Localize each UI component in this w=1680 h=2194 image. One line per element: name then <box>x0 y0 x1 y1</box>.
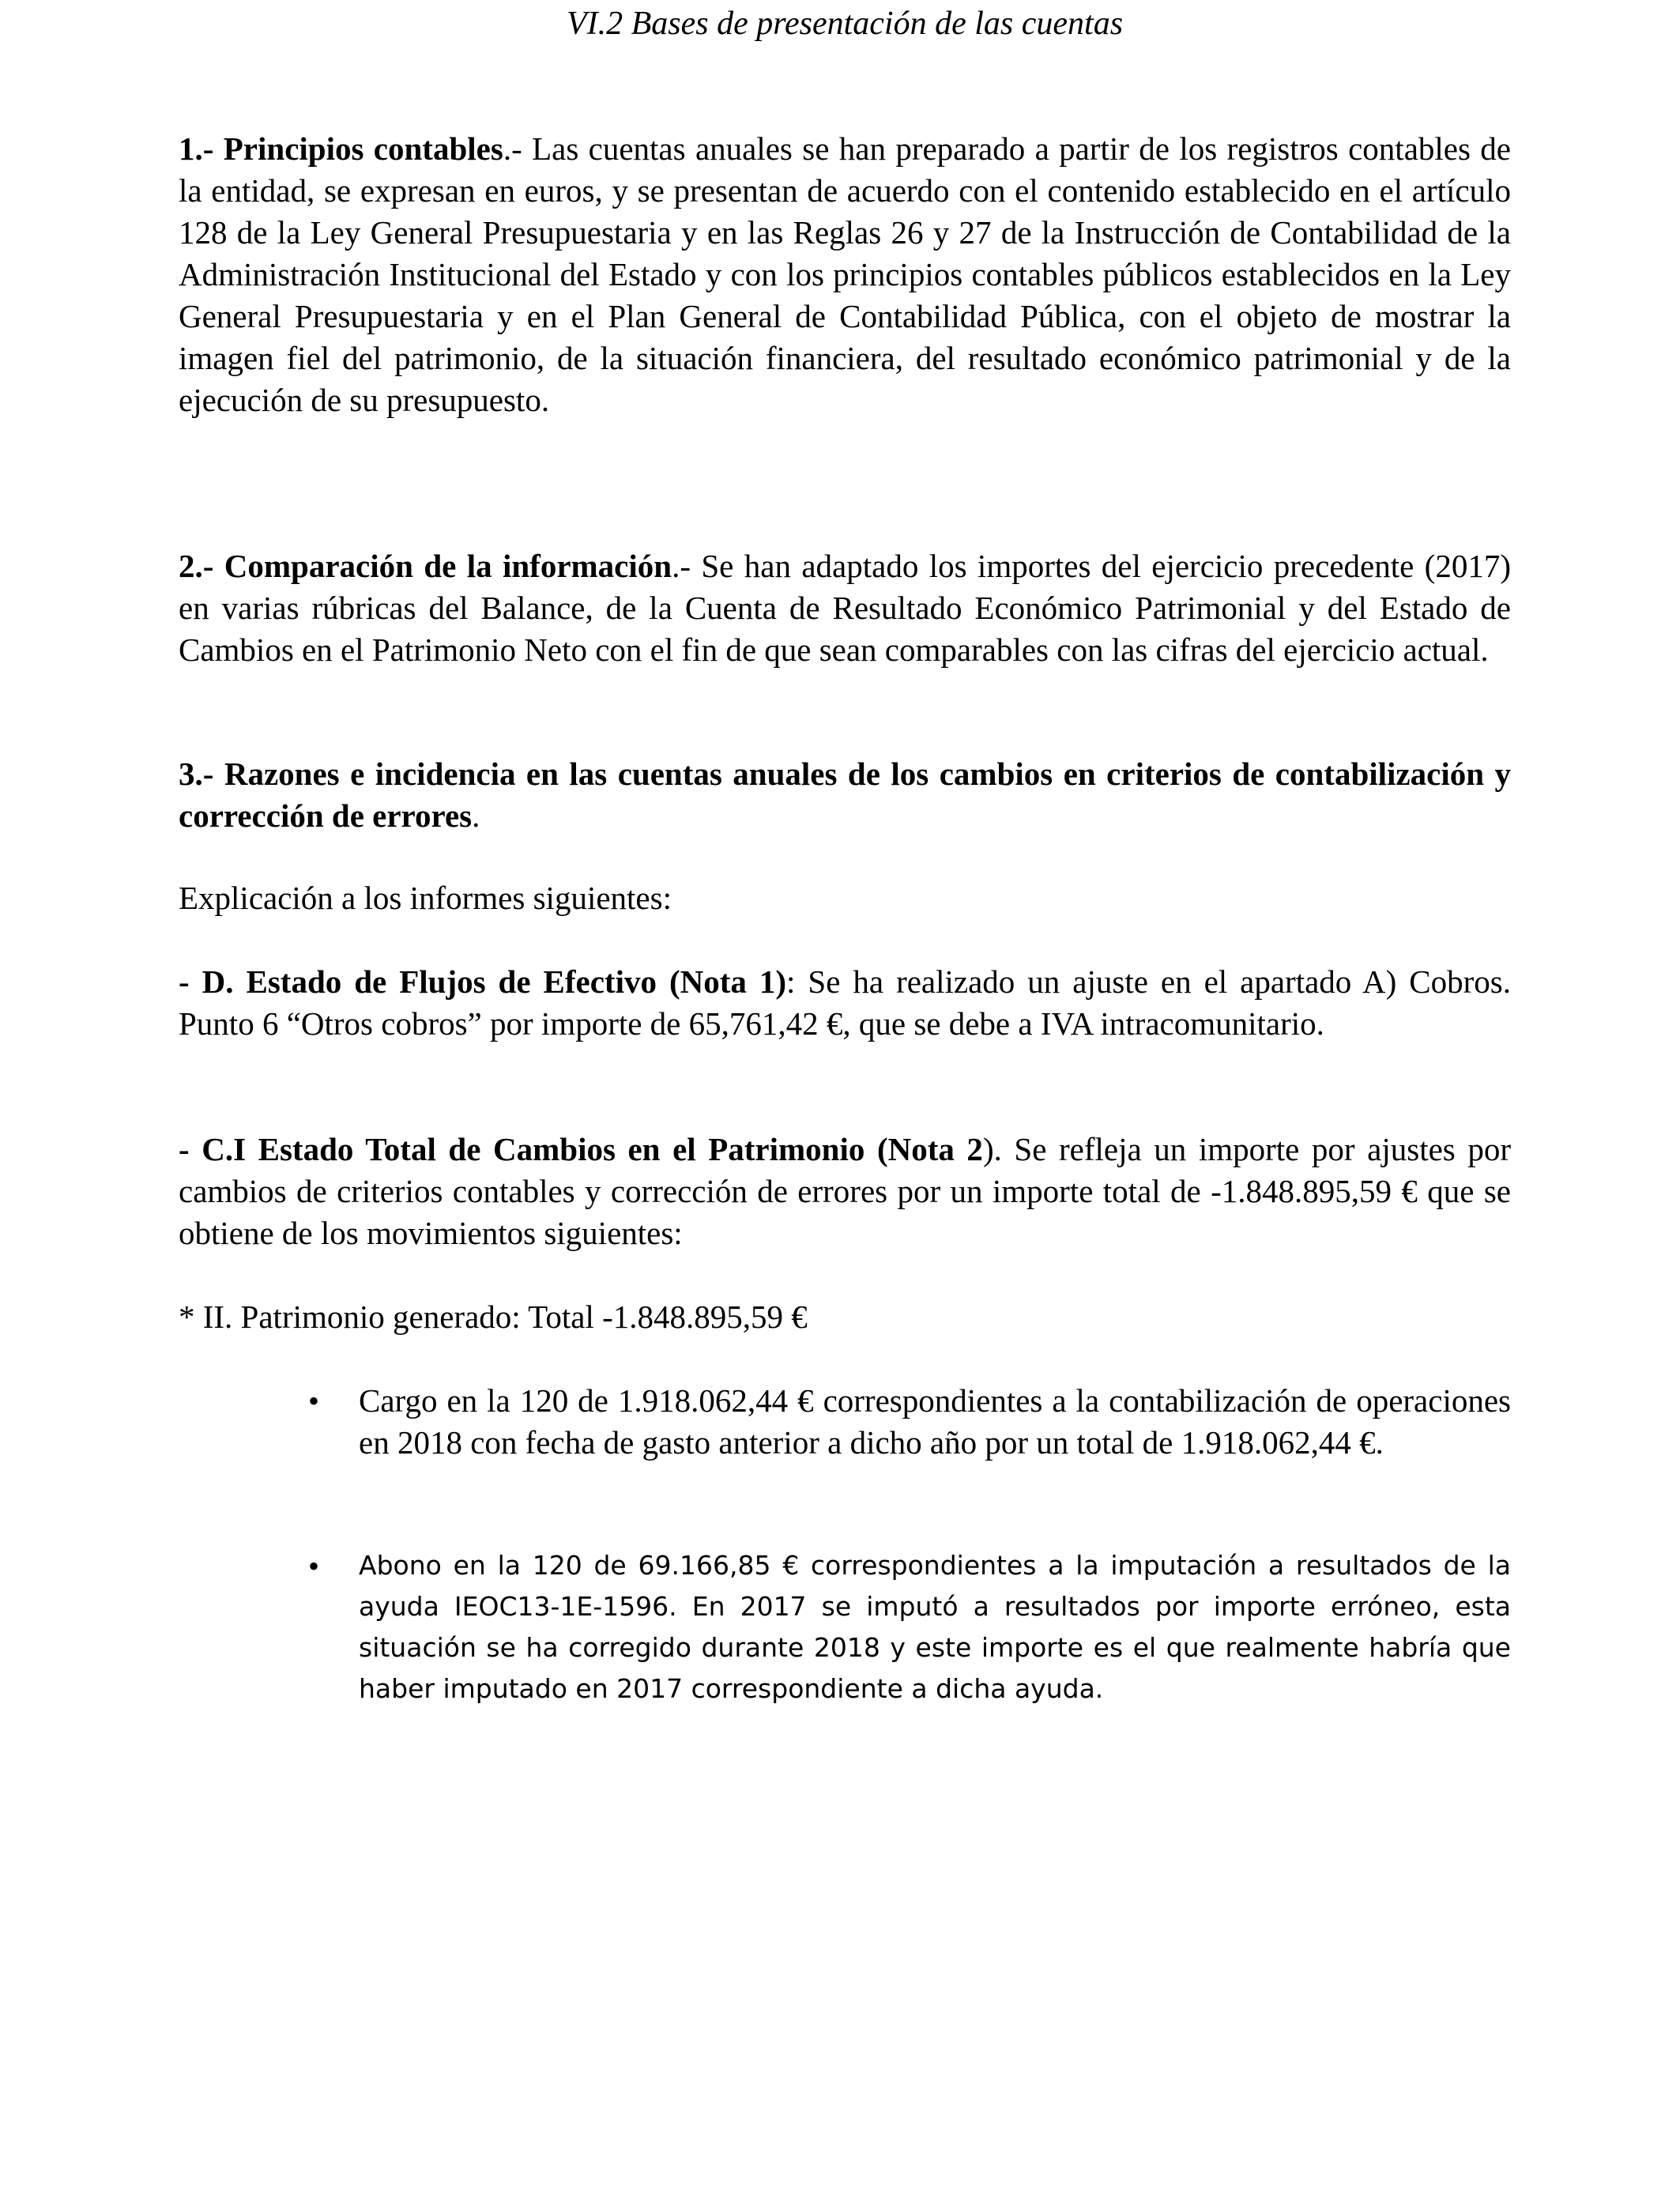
section-comparacion-body: .- Se han adaptado los importes del ejercicio precedente (2017) en varias rúbricas del Balance, de la Cuenta de Resultado Económico Patrimonial y del Estado de Cambios en el Patrimonio Neto con el fin de que sean comparables con las cifras del ejercicio actual. <box>179 548 1511 668</box>
section-principios-body: .- Las cuentas anuales se han preparado a partir de los registros contables de la entidad, se expresan en euros, y se presentan de acuerdo con el contenido establecido en el artículo 128 de la Ley General Presupuestaria y en las Reglas 26 y 27 de la Instrucción de Contabilidad de la Administración Institucional del Estado y con los principios contables públicos establecidos en la Ley General Presupuestaria y en el Plan General de Contabilidad Pública, con el objeto de mostrar la imagen fiel del patrimonio, de la situación financiera, del resultado económico patrimonial y de la ejecución de su presupuesto. <box>179 130 1511 418</box>
section-razones <box>179 753 1511 837</box>
section-comparacion-heading: 2.- Comparación de la información <box>179 548 672 584</box>
bullet-text-cargo: Cargo en la 120 de 1.918.062,44 € correspondientes a la contabilización de operaciones en 2018 con fecha de gasto anterior a dicho año por un total de 1.918.062,44 €. <box>359 1382 1511 1461</box>
section-principios-heading: 1.- Principios contables <box>179 130 503 167</box>
patrimonio-line: * II. Patrimonio generado: Total -1.848.895,59 € <box>179 1299 808 1335</box>
bullet-text-abono: Abono en la 120 de 69.166,85 € correspondientes a la imputación a resultados de la ayuda IEOC13-1E-1596. En 2017 se imputó a resultados por importe erróneo, esta situación se ha corregido durante 2018 y este importe es el que realmente habría que haber imputado en 2017 correspondiente a dicha ayuda. <box>359 1550 1511 1704</box>
explicacion-text: Explicación a los informes siguientes: <box>179 880 672 916</box>
section-cambios <box>179 1129 1511 1254</box>
section-razones-heading: 3.- Razones e incidencia en las cuentas anuales de los cambios en criterios de contabilización y corrección de errores <box>179 756 1511 834</box>
section-cambios-heading: - C.I Estado Total de Cambios en el Patrimonio (Nota 2 <box>179 1131 983 1167</box>
section-cambios-body: ). Se refleja un importe por ajustes por cambios de criterios contables y corrección de errores por un importe total de -1.848.895,59 € que se obtiene de los movimientos siguientes: <box>179 1131 1511 1251</box>
page-title: VI.2 Bases de presentación de las cuentas <box>566 6 1124 42</box>
section-flujos-heading: - D. Estado de Flujos de Efectivo (Nota 1) <box>179 963 787 1000</box>
section-principios <box>179 128 1511 421</box>
bullet-icon: • <box>308 1548 320 1584</box>
section-comparacion <box>179 545 1511 671</box>
section-flujos-body: : Se ha realizado un ajuste en el apartado A) Cobros. Punto 6 “Otros cobros” por importe de 65,761,42 €, que se debe a IVA intracomunitario. <box>179 963 1511 1042</box>
bullet-icon: • <box>308 1383 320 1419</box>
section-flujos <box>179 961 1511 1045</box>
section-razones-tail: . <box>472 797 480 834</box>
